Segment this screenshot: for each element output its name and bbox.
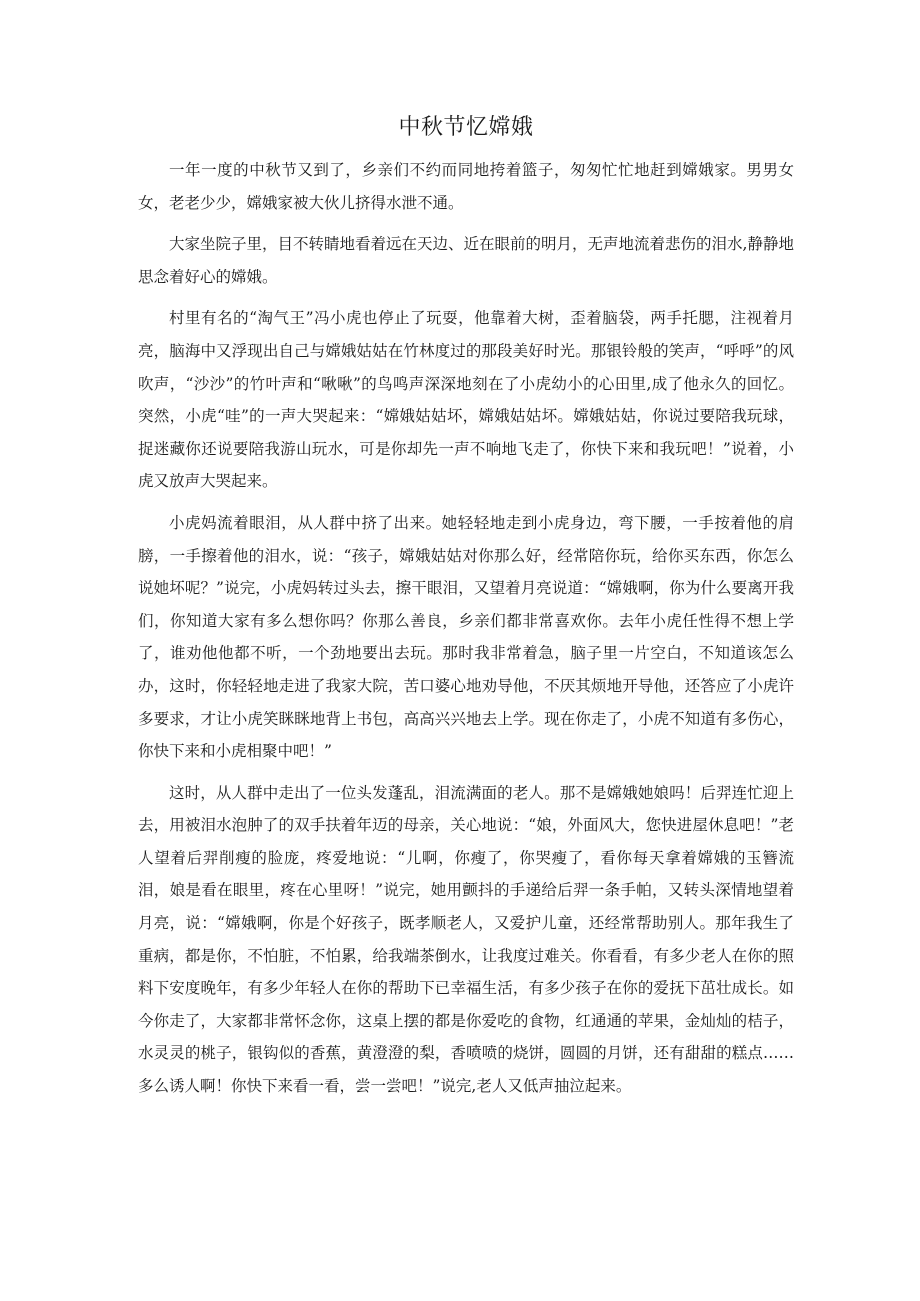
paragraph-5: 这时，从人群中走出了一位头发蓬乱，泪流满面的老人。那不是嫦娥她娘吗！后羿连忙迎上去，用被泪水泡肿了的双手扶着年迈的母亲，关心地说：“娘，外面风大，您快进屋休息吧！”老人望着后羿削瘦的脸庞，疼爱地说：“儿啊，你瘦了，你哭瘦了，看你每天拿着嫦娥的玉簪流泪，娘是看在眼里，疼在心里呀！”说完，她用颤抖的手递给后羿一条手帕，又转头深情地望着月亮，说：“嫦娥啊，你是个好孩子，既孝顺老人，又爱护儿童，还经常帮助别人。那年我生了重病，都是你，不怕脏，不怕累，给我端茶倒水，让我度过难关。你看看，有多少老人在你的照料下安度晚年，有多少年轻人在你的帮助下已幸福生活，有多少孩子在你的爱抚下茁壮成长。如今你走了，大家都非常怀念你，这桌上摆的都是你爱吃的食物，红通通的苹果，金灿灿的桔子，水灵灵的桃子，银钩似的香蕉，黄澄澄的梨，香喷喷的烧饼，圆圆的月饼，还有甜甜的糕点……多么诱人啊！你快下来看一看，尝一尝吧！”说完,老人又低声抽泣起来。	[138, 783, 794, 1096]
paragraph-1: 一年一度的中秋节又到了，乡亲们不约而同地挎着篮子，匆匆忙忙地赶到嫦娥家。男男女女，老老少少，嫦娥家被大伙儿挤得水泄不通。	[138, 161, 794, 212]
paragraph-4: 小虎妈流着眼泪，从人群中挤了出来。她轻轻地走到小虎身边，弯下腰，一手按着他的肩膀，一手擦着他的泪水，说：“孩子，嫦娥姑姑对你那么好，经常陪你玩，给你买东西，你怎么说她坏呢？”说完，小虎妈转过头去，擦干眼泪，又望着月亮说道：“嫦娥啊，你为什么要离开我们，你知道大家有多么想你吗？你那么善良，乡亲们都非常喜欢你。去年小虎任性得不想上学了，谁劝他他都不听，一个劲地要出去玩。那时我非常着急，脑子里一片空白，不知道该怎么办，这时，你轻轻地走进了我家大院，苦口婆心地劝导他，不厌其烦地开导他，还答应了小虎许多要求，才让小虎笑眯眯地背上书包，高高兴兴地去上学。现在你走了，小虎不知道有多伤心，你快下来和小虎相聚中吧！”	[138, 513, 794, 761]
page-title: 中秋节忆嫦娥	[398, 115, 534, 140]
paragraph-2: 大家坐院子里，目不转睛地看着远在天边、近在眼前的明月，无声地流着悲伤的泪水,静静地思念着好心的嫦娥。	[138, 235, 794, 286]
paragraph-3: 村里有名的“淘气王”冯小虎也停止了玩耍，他靠着大树，歪着脑袋，两手托腮，注视着月亮，脑海中又浮现出自己与嫦娥姑姑在竹林度过的那段美好时光。那银铃般的笑声，“呼呼”的风吹声，“沙沙”的竹叶声和“啾啾”的鸟鸣声深深地刻在了小虎幼小的心田里,成了他永久的回忆。突然，小虎“哇”的一声大哭起来：“嫦娥姑姑坏，嫦娥姑姑坏。嫦娥姑姑，你说过要陪我玩球，捉迷藏你还说要陪我游山玩水，可是你却先一声不响地飞走了，你快下来和我玩吧！”说着，小虎又放声大哭起来。	[138, 309, 794, 491]
document-page	[138, 112, 794, 1112]
